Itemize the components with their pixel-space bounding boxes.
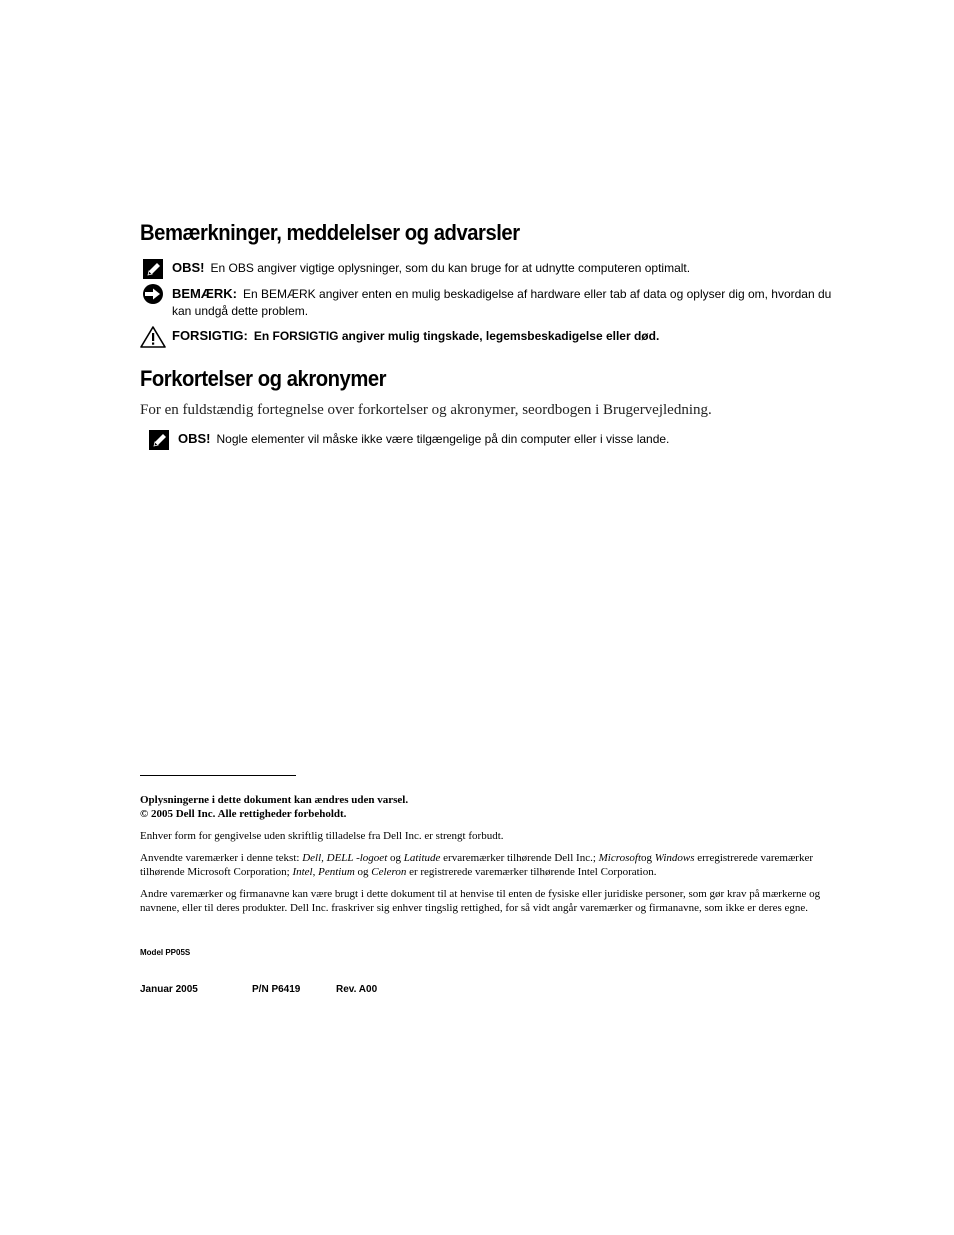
footer-revision: Rev. A00 — [336, 984, 378, 995]
obs-label: OBS! — [172, 260, 205, 275]
obs-label-2: OBS! — [178, 431, 211, 446]
section-title-notes: Bemærkninger, meddelelser og advarsler — [140, 220, 520, 245]
section-title-abbreviations: Forkortelser og akronymer — [140, 366, 387, 391]
bemaerk-label: BEMÆRK: — [172, 286, 237, 301]
legal-other-trademarks: Andre varemærker og firmanavne kan være brugt i dette dokument til at henvise til enten de fysiske eller juridiske personer, som gør krav på mærkerne og navnene, eller til deres produkter. Dell Inc. fraskriver sig enhver tingslig rettighed, for så vidt angår varemærker og firmanavne, som ikke er deres egne. — [140, 888, 821, 914]
arrow-notice-icon — [140, 284, 166, 306]
warning-triangle-icon — [140, 326, 166, 348]
forsigtig-text: En FORSIGTIG angiver mulig tingskade, legemsbeskadigelse eller død. — [253, 329, 660, 343]
legal-line-2: © 2005 Dell Inc. Alle rettigheder forbeholdt. — [140, 808, 347, 820]
legal-notice — [140, 793, 842, 821]
footer-date: Januar 2005 — [140, 984, 198, 995]
forsigtig-label: FORSIGTIG: — [172, 328, 248, 343]
obs-text-2: Nogle elementer vil måske ikke være tilgængelige på din computer eller i visse lande. — [216, 432, 670, 446]
model-number: Model PP05S — [140, 948, 191, 957]
footer-part-number: P/N P6419 — [252, 984, 301, 995]
bemaerk-text: En BEMÆRK angiver enten en mulig beskadigelse af hardware eller tab af data og oplyser dig om, hvordan du kan undgå dette problem. — [172, 287, 832, 318]
legal-reproduction: Enhver form for gengivelse uden skriftlig tilladelse fra Dell Inc. er strengt forbudt. — [140, 830, 504, 842]
obs-text: En OBS angiver vigtige oplysninger, som du kan bruge for at udnytte computeren optimalt. — [210, 261, 691, 275]
abbreviations-body: For en fuldstændig fortegnelse over forkortelser og akronymer, seordbogen i Brugervejledning. — [140, 402, 712, 418]
pencil-note-icon — [140, 258, 166, 280]
pencil-note-icon — [146, 429, 172, 451]
legal-trademarks: Anvendte varemærker i denne tekst: Dell, DELL -logoet og Latitude ervaremærker tilhørende Dell Inc.; Microsoftog Windows erregistrerede varemærker tilhørende Microsoft Corporation; Intel, Pentium og Celeron er registrerede varemærker tilhørende Intel Corporation. — [140, 852, 813, 878]
legal-line-1: Oplysningerne i dette dokument kan ændres uden varsel. — [140, 794, 409, 806]
footnote-divider — [140, 775, 296, 776]
